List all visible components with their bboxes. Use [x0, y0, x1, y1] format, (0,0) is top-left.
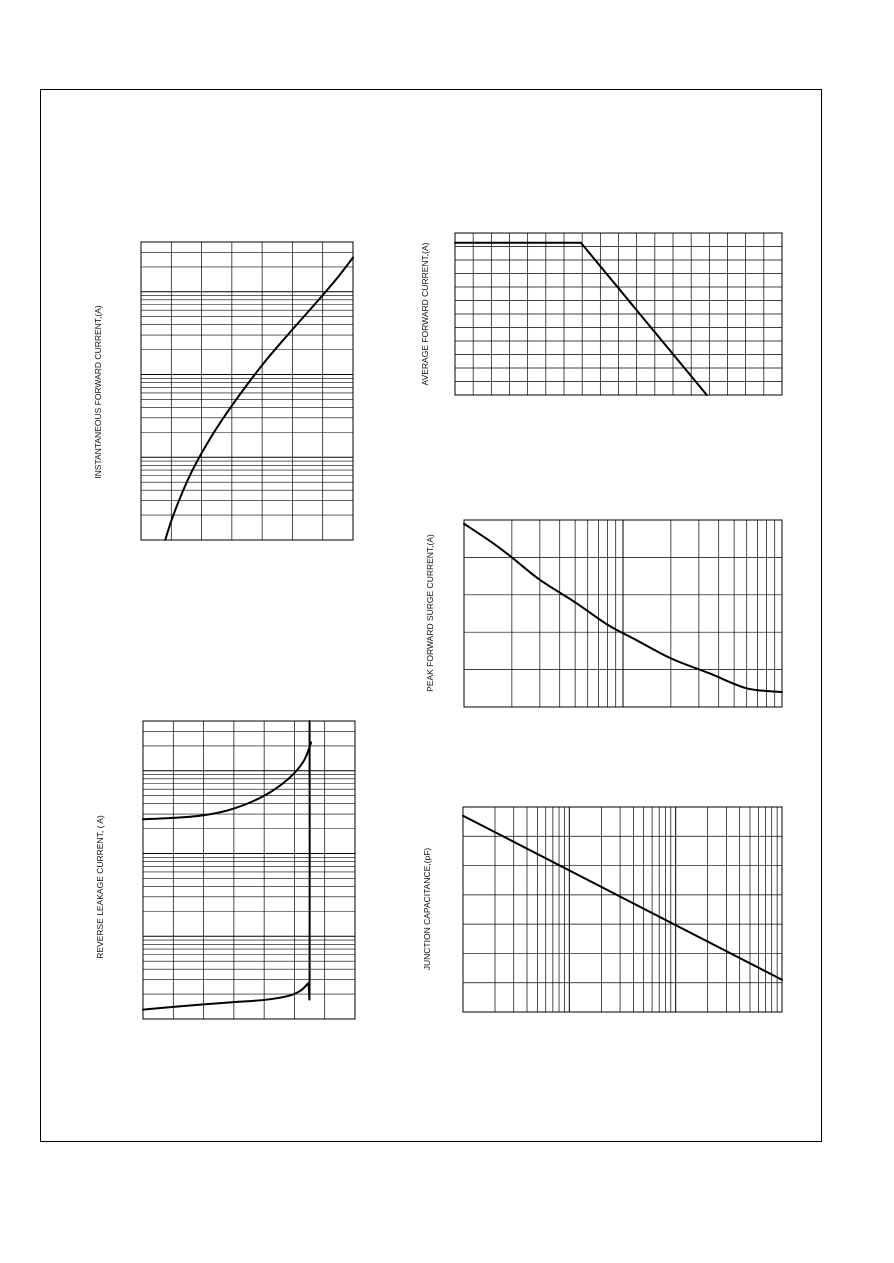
chart-junction-capacitance [422, 807, 782, 1012]
gridlines [141, 242, 353, 540]
chart-instantaneous-forward-current [93, 242, 353, 540]
plot-frame [463, 807, 782, 1012]
ylabel-instantaneous-forward-current: INSTANTANEOUS FORWARD CURRENT,(A) [93, 305, 103, 479]
ylabel-reverse-leakage-current: REVERSE LEAKAGE CURRENT, ( A) [95, 815, 105, 959]
series-line-1 [143, 742, 311, 819]
chart-average-forward-current [420, 233, 782, 395]
series-line-1 [463, 816, 782, 980]
series-line-2 [143, 721, 310, 1010]
series-line-1 [455, 243, 707, 395]
gridlines [463, 807, 782, 1012]
plot-frame [141, 242, 353, 540]
gridlines [455, 233, 782, 395]
ylabel-junction-capacitance: JUNCTION CAPACITANCE,(pF) [422, 847, 432, 971]
ylabel-peak-forward-surge-current: PEAK FORWARD SURGE CURRENT,(A) [425, 534, 435, 692]
gridlines [143, 721, 355, 1019]
gridlines [464, 520, 782, 707]
chart-reverse-leakage-current [95, 721, 355, 1019]
ylabel-average-forward-current: AVERAGE FORWARD CURRENT,(A) [420, 242, 430, 386]
chart-peak-forward-surge-current [425, 520, 782, 707]
plot-frame [143, 721, 355, 1019]
